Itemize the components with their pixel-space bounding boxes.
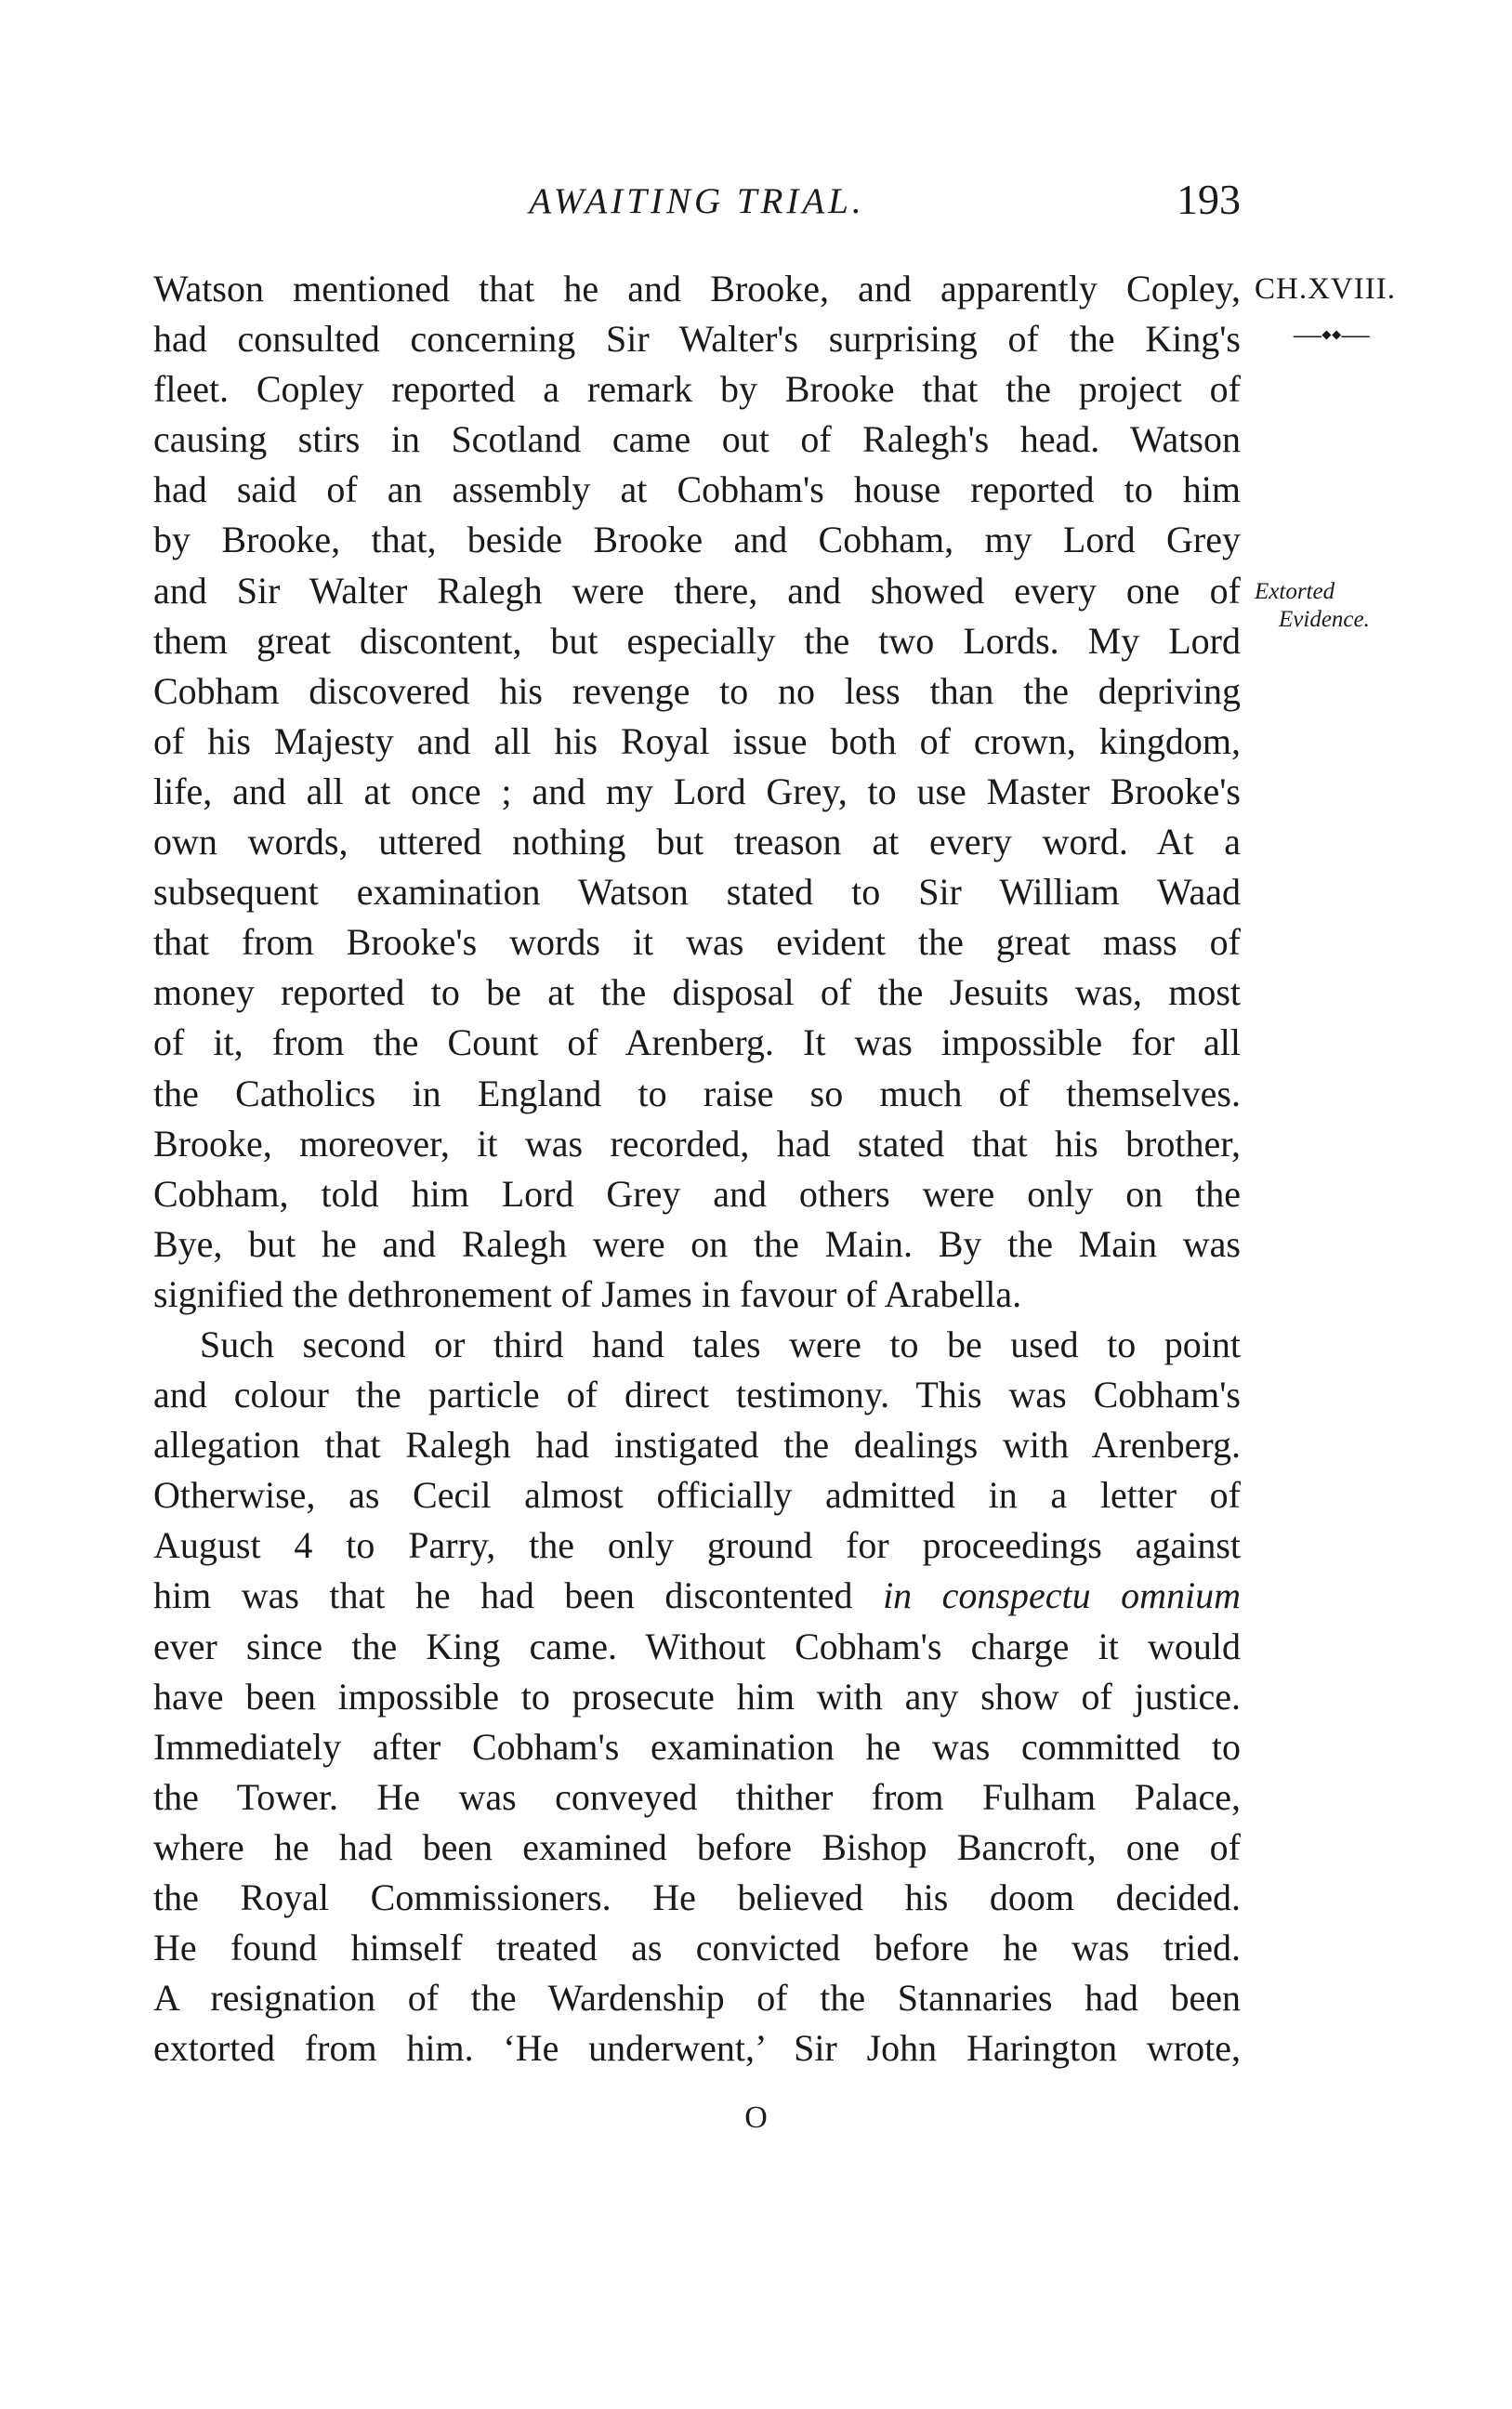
text-line: own words, uttered nothing but treason at every word. At a [153, 821, 1241, 863]
text-line: Watson mentioned that he and Brooke, and apparently Copley, [153, 268, 1241, 309]
text-line: the Tower. He was conveyed thither from Fulham Palace, [153, 1775, 1241, 1818]
text-line: subsequent examination Watson stated to Sir William Waad [153, 871, 1241, 914]
text-line: of it, from the Count of Arenberg. It was impossible for all [153, 1021, 1241, 1064]
running-title: AWAITING TRIAL. [529, 181, 865, 221]
text-line: Cobham discovered his revenge to no less than the depriving [153, 669, 1241, 712]
italic-phrase: in conspectu omnium [883, 1574, 1241, 1617]
text-line: causing stirs in Scotland came out of Ralegh's head. Watson [153, 418, 1241, 461]
text-line: Bye, but he and Ralegh were on the Main. By the Main was [153, 1222, 1241, 1265]
text-line: where he had been examined before Bishop Bancroft, one of [153, 1825, 1241, 1868]
text-line: had said of an assembly at Cobham's house reported to him [153, 468, 1241, 511]
text-line: them great discontent, but especially the two Lords. My Lord [153, 619, 1241, 662]
text-line: allegation that Ralegh had instigated the dealings with Arenberg. [153, 1424, 1241, 1467]
signature-mark: O [744, 2100, 768, 2135]
text-line: ever since the King came. Without Cobham's charge it would [153, 1625, 1241, 1667]
text-line: fleet. Copley reported a remark by Brooke that the project of [153, 368, 1241, 411]
text-line: Immediately after Cobham's examination he was committed to [153, 1725, 1241, 1768]
side-note [1255, 578, 1370, 634]
text-line: have been impossible to prosecute him with any show of justice. [153, 1675, 1241, 1718]
text-line-with-italic [153, 1571, 1241, 1621]
body-text [153, 264, 1241, 2073]
text-line: signified the dethronement of James in favour of Arabella. [153, 1272, 1022, 1315]
text-line: life, and all at once ; and my Lord Grey, to use Master Brooke's [153, 770, 1241, 812]
side-note-line: Evidence. [1279, 607, 1370, 632]
text-line: Such second or third hand tales were to be used to point [200, 1323, 1241, 1365]
text-line: money reported to be at the disposal of the Jesuits was, most [153, 971, 1241, 1014]
text-line: by Brooke, that, beside Brooke and Cobham, my Lord Grey [153, 519, 1241, 561]
text-line: that from Brooke's words it was evident the great mass of [153, 921, 1241, 964]
text-line: the Catholics in England to raise so much of themselves. [153, 1072, 1241, 1114]
text-line: Brooke, moreover, it was recorded, had stated that his brother, [153, 1122, 1241, 1165]
text-line: the Royal Commissioners. He believed his doom decided. [153, 1876, 1241, 1918]
side-note-line: Extorted [1255, 579, 1335, 604]
chapter-label: CH.XVIII. [1255, 272, 1396, 306]
text-line: extorted from him. ‘He underwent,’ Sir John Harington wrote, [153, 2027, 1241, 2070]
text-line: and colour the particle of direct testimony. This was Cobham's [153, 1374, 1241, 1416]
text-line: Otherwise, as Cecil almost officially admitted in a letter of [153, 1474, 1241, 1517]
ornament-icon: —⬩⬩— [1294, 319, 1370, 349]
text-line: He found himself treated as convicted before he was tried. [153, 1927, 1241, 1969]
text-span: him was that he had been discontented [153, 1574, 853, 1617]
running-head [153, 175, 1241, 230]
text-line: August 4 to Parry, the only ground for proceedings against [153, 1524, 1241, 1567]
page-number: 193 [1177, 176, 1241, 223]
text-line: A resignation of the Wardenship of the Stannaries had been [153, 1977, 1241, 2020]
text-line: Cobham, told him Lord Grey and others were only on the [153, 1172, 1241, 1215]
text-line: and Sir Walter Ralegh were there, and showed every one of [153, 569, 1241, 612]
text-line: had consulted concerning Sir Walter's surprising of the King's [153, 318, 1241, 361]
text-line: of his Majesty and all his Royal issue both of crown, kingdom, [153, 719, 1241, 762]
